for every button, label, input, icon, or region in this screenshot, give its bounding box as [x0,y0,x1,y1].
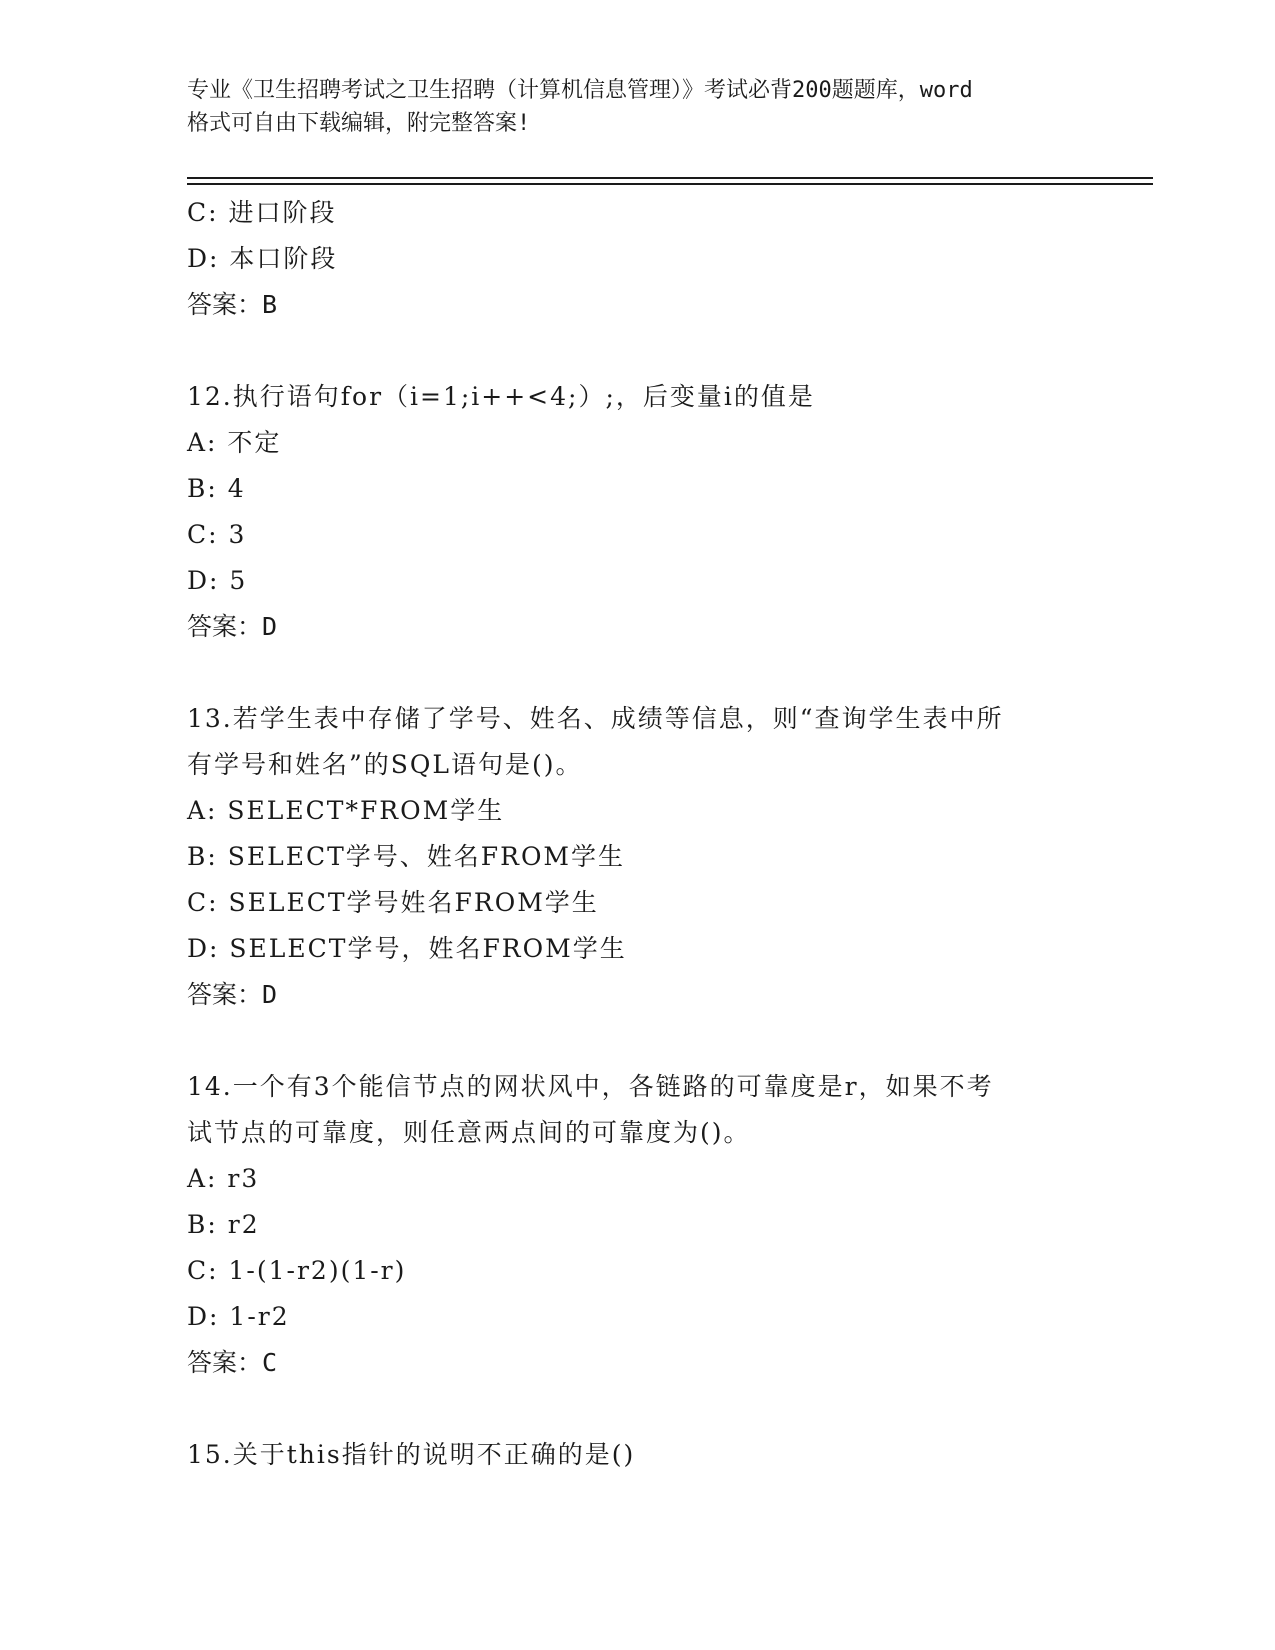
spacer [187,1386,1153,1432]
question-list [187,190,1153,1478]
answer-label: 答案：B [187,290,278,319]
question-15 [187,1432,1153,1478]
option-c: C: SELECT学号姓名FROM学生 [187,888,599,917]
question-13 [187,696,1153,1018]
option-a: A: 不定 [187,428,282,457]
option-d: D: 本口阶段 [187,244,338,273]
option-c: C: 进口阶段 [187,198,337,227]
header-line-1: 专业《卫生招聘考试之卫生招聘（计算机信息管理）》考试必背200题题库，word [187,78,973,103]
spacer [187,650,1153,696]
question-12 [187,374,1153,650]
answer-label: 答案：D [187,612,278,641]
option-d: D: 5 [187,566,248,595]
answer-label: 答案：D [187,980,278,1009]
question-14 [187,1064,1153,1386]
question-text-line-1: 13.若学生表中存储了学号、姓名、成绩等信息，则“查询学生表中所 [187,704,1004,733]
question-11-tail [187,190,1153,328]
spacer [187,328,1153,374]
option-d: D: SELECT学号，姓名FROM学生 [187,934,627,963]
question-text: 15.关于this指针的说明不正确的是() [187,1440,636,1469]
option-d: D: 1-r2 [187,1302,290,1331]
question-text-line-1: 14.一个有3个能信节点的网状风中，各链路的可靠度是r，如果不考 [187,1072,994,1101]
header-rule-top [187,177,1153,179]
answer-label: 答案：C [187,1348,278,1377]
spacer [187,1018,1153,1064]
option-b: B: SELECT学号、姓名FROM学生 [187,842,626,871]
question-text-line-2: 试节点的可靠度，则任意两点间的可靠度为()。 [187,1118,751,1147]
option-a: A: r3 [187,1164,260,1193]
option-c: C: 1-(1-r2)(1-r) [187,1256,407,1285]
option-b: B: r2 [187,1210,260,1239]
question-text: 12.执行语句for（i=1;i++<4;）;，后变量i的值是 [187,382,815,411]
question-text-line-2: 有学号和姓名”的SQL语句是()。 [187,750,583,779]
header-line-2: 格式可自由下载编辑，附完整答案! [187,111,531,136]
option-b: B: 4 [187,474,246,503]
header-rule-bottom [187,183,1153,185]
option-a: A: SELECT*FROM学生 [187,796,505,825]
document-header [187,74,1087,140]
option-c: C: 3 [187,520,247,549]
